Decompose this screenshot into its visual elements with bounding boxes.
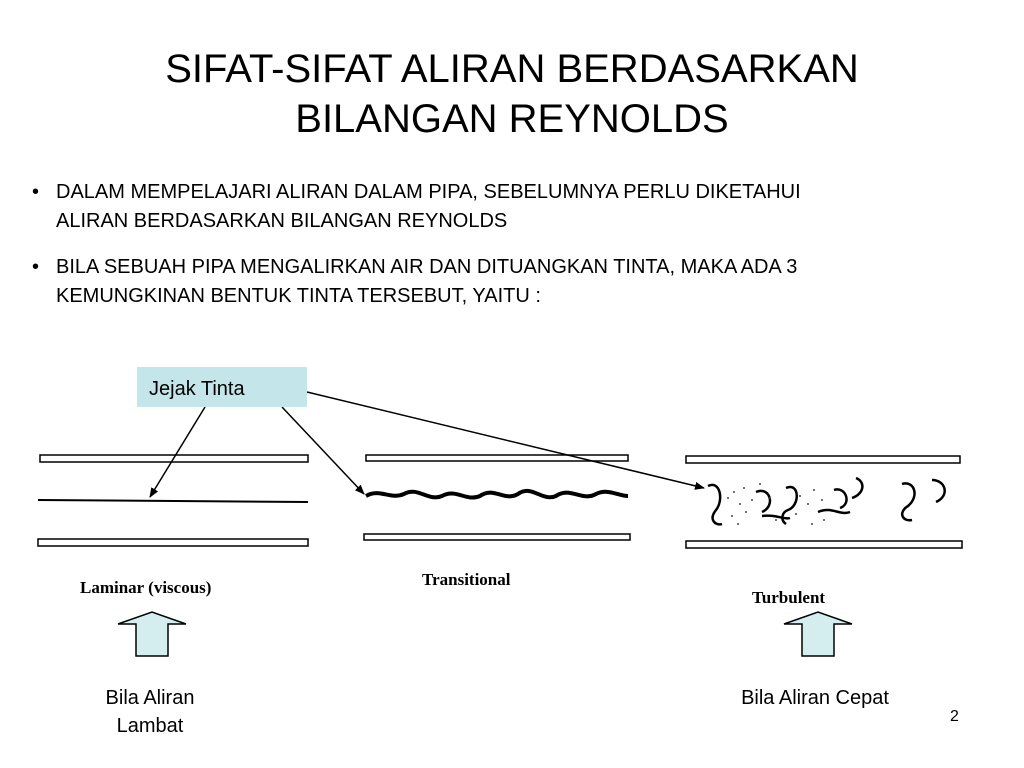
bullet-line: DALAM MEMPELAJARI ALIRAN DALAM PIPA, SEBELUMNYA PERLU DIKETAHUI <box>56 181 801 203</box>
pipe-wall-top <box>686 456 960 463</box>
ink-trace-callout: Jejak Tinta <box>137 367 307 407</box>
fast-flow-note: Bila Aliran Cepat <box>741 687 889 709</box>
turbulent-pipe <box>686 456 962 548</box>
up-arrow-icon <box>784 612 852 656</box>
pipe-wall-bottom <box>38 539 308 546</box>
arrow-to-laminar <box>150 407 205 497</box>
arrow-to-turbulent <box>307 392 704 488</box>
transitional-dye-wave <box>366 491 628 498</box>
transitional-pipe <box>364 455 630 540</box>
bullet-line: BILA SEBUAH PIPA MENGALIRKAN AIR DAN DITUANGKAN TINTA, MAKA ADA 3 <box>56 256 798 278</box>
arrow-to-transitional <box>282 407 364 494</box>
up-arrow-icon <box>118 612 186 656</box>
callout-arrows <box>150 392 704 497</box>
title-line-2: BILANGAN REYNOLDS <box>295 97 729 141</box>
page-number: 2 <box>950 708 959 725</box>
pipe-wall-bottom <box>364 534 630 540</box>
slow-flow-line: Lambat <box>116 715 184 737</box>
turbulent-dye-eddies <box>708 478 945 524</box>
laminar-caption: Laminar (viscous) <box>80 578 212 597</box>
turbulent-caption: Turbulent <box>752 588 826 607</box>
slow-flow-line: Bila Aliran <box>105 687 195 709</box>
turbulent-dye-specks <box>727 483 825 525</box>
slow-flow-note <box>70 684 230 740</box>
bullet-line: ALIRAN BERDASARKAN BILANGAN REYNOLDS <box>56 210 508 232</box>
bullet-marker: • <box>32 181 40 203</box>
pipe-wall-bottom <box>686 541 962 548</box>
bullet-line: KEMUNGKINAN BENTUK TINTA TERSEBUT, YAITU : <box>56 285 541 307</box>
bullet-marker: • <box>32 256 40 278</box>
title-line-1: SIFAT-SIFAT ALIRAN BERDASARKAN <box>165 47 859 91</box>
transitional-caption: Transitional <box>422 570 511 589</box>
laminar-pipe <box>38 455 308 546</box>
laminar-dye-streak <box>38 500 308 502</box>
